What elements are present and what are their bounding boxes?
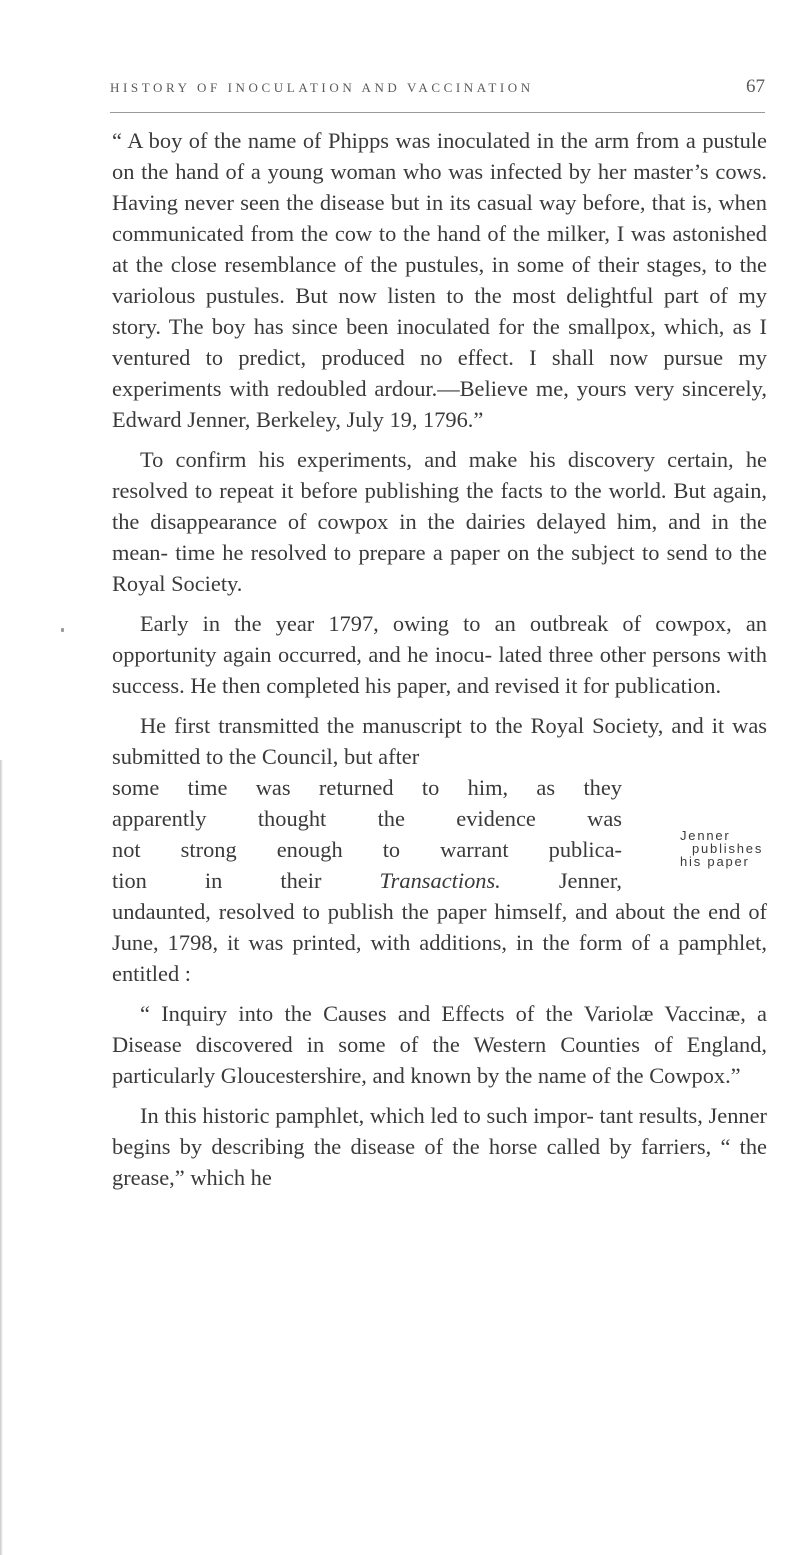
transactions-suffix: Jenner, xyxy=(500,868,622,893)
paragraph-early-1797: Early in the year 1797, owing to an outbreak of cowpox, an opportunity again occurred, and he inocu- lated three other persons with success. He then completed his paper, and revised it for publication. xyxy=(112,611,767,698)
paragraph-historic-pamphlet: In this historic pamphlet, which led to such impor- tant results, Jenner begins by describing the disease of the horse called by farriers, “ the grease,” which he xyxy=(112,1103,767,1190)
paragraph-jenner-letter-quote: “ A boy of the name of Phipps was inoculated in the arm from a pustule on the hand of a young woman who was infected by her master’s cows. Having never seen the disease but in its casual way before, that is, when communicated from the cow to the hand of the milker, I was astonished at the close resemblance of the pustules, in some of their stages, to the variolous pustules. But now listen to the most delightful part of my story. The boy has since been inoculated for the smallpox, which, as I ventured to predict, produced no effect. I shall now pursue my experiments with redoubled ardour.—Believe me, yours very sincerely, Edward Jenner, Berkeley, July 19, 1796.” xyxy=(112,128,767,432)
paragraph-royal-society-wrapped-line xyxy=(112,865,622,896)
paragraph-pamphlet-title-quote: “ Inquiry into the Causes and Effects of the Variolæ Vaccinæ, a Disease discovered in some of the Western Counties of England, particularly Gloucestershire, and known by the name of the Cowpox.” xyxy=(112,1001,767,1088)
page-fold-shadow xyxy=(0,760,3,1555)
running-title: HISTORY OF INOCULATION AND VACCINATION xyxy=(110,80,534,95)
margin-note xyxy=(680,829,763,868)
paragraph-confirm-experiments: To confirm his experiments, and make his discovery certain, he resolved to repeat it before publishing the facts to the world. But again, the disappearance of cowpox in the dairies delayed him, and in the mean- time he resolved to prepare a paper on the subject to send to the Royal Society. xyxy=(112,447,767,596)
running-header xyxy=(110,76,765,113)
margin-note-line: his paper xyxy=(680,854,750,869)
paragraph-royal-society xyxy=(112,710,767,989)
body-text xyxy=(112,125,767,1193)
paragraph-royal-society-rest: undaunted, resolved to publish the paper himself, and about the end of June, 1798, it was printed, with additions, in the form of a pamphlet, entitled : xyxy=(112,899,767,986)
paragraph-royal-society-wrapped-line: apparently thought the evidence was xyxy=(112,806,622,831)
page-number: 67 xyxy=(746,76,765,97)
transactions-title: Transactions. xyxy=(379,868,501,893)
paragraph-royal-society-line: He first transmitted the manuscript to the Royal Society, and it was submitted to the Council, but after xyxy=(112,713,767,769)
margin-note-line: Jenner xyxy=(680,828,731,843)
paragraph-royal-society-wrapped-line: not strong enough to warrant publica- xyxy=(112,837,622,862)
paragraph-royal-society-wrapped-line: some time was returned to him, as they xyxy=(112,775,622,800)
transactions-prefix: tion in their xyxy=(112,868,380,893)
margin-speck xyxy=(61,628,64,632)
margin-note-line: publishes xyxy=(692,841,764,856)
